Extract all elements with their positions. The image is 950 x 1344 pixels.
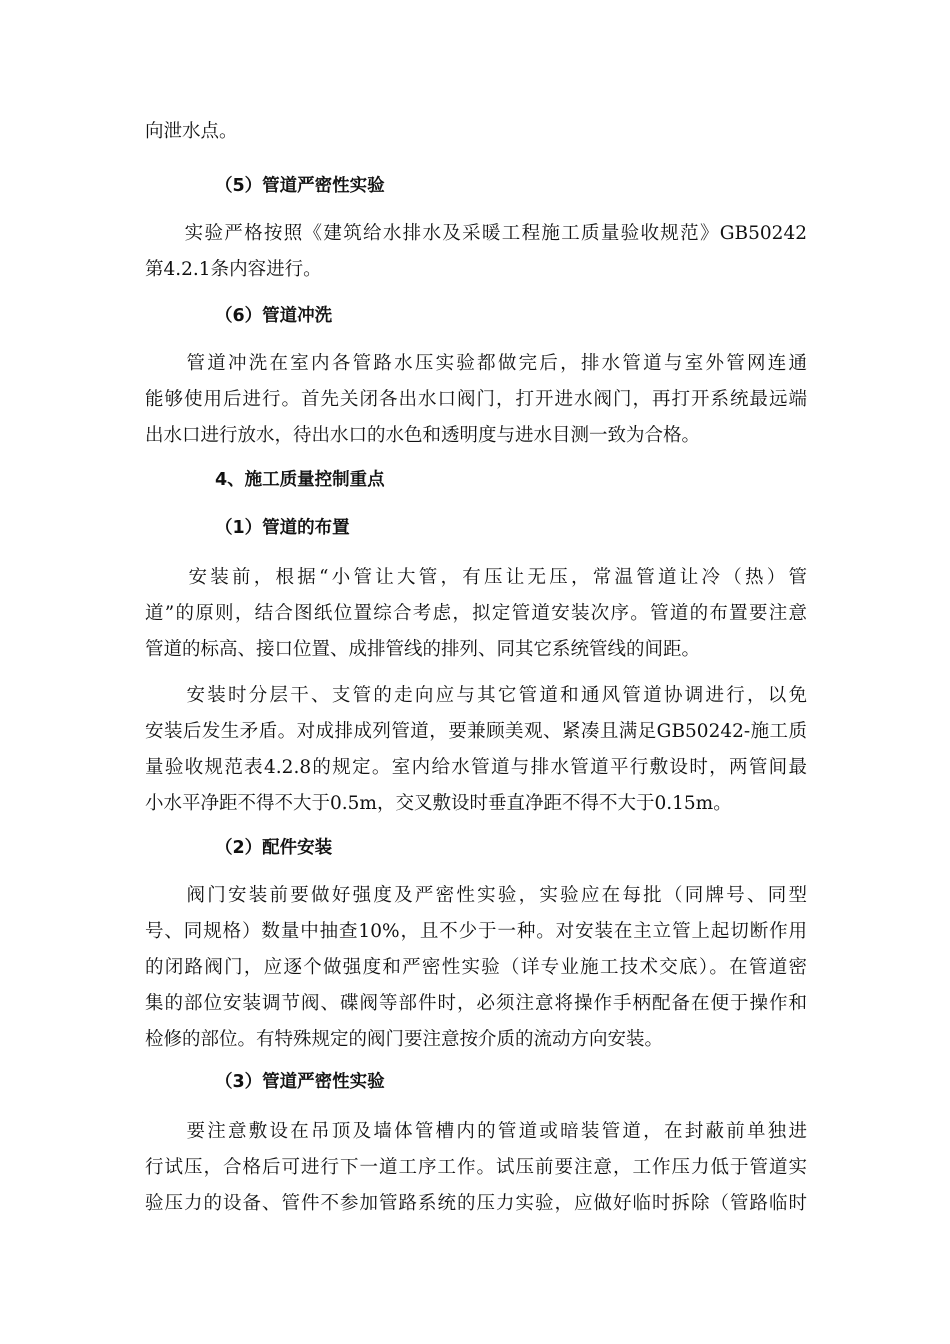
paragraph-line: 检修的部位。有特殊规定的阀门要注意按介质的流动方向安装。 (145, 1029, 664, 1050)
paragraph-line: 小水平净距不得不大于0.5m，交叉敷设时垂直净距不得不大于0.15m。 (145, 793, 732, 814)
paragraph-line: 集的部位安装调节阀、碟阀等部件时，必须注意将操作手柄配备在便于操作和 (145, 993, 807, 1014)
section-heading: 4、施工质量控制重点 (215, 470, 385, 490)
paragraph-line: 号、同规格）数量中抽查10%，且不少于一种。对安装在主立管上起切断作用 (145, 921, 807, 942)
paragraph-line: 安装前，根据“小管让大管，有压让无压，常温管道让冷（热）管 (145, 567, 807, 588)
paragraph-line: 安装时分层干、支管的走向应与其它管道和通风管道协调进行，以免 (145, 685, 807, 706)
section-heading: （6）管道冲洗 (215, 306, 333, 326)
paragraph-line: 量验收规范表4.2.8的规定。室内给水管道与排水管道平行敷设时，两管间最 (145, 757, 807, 778)
section-heading: （5）管道严密性实验 (215, 176, 385, 196)
paragraph-line: 向泄水点。 (145, 121, 238, 142)
paragraph-line: 管道冲洗在室内各管路水压实验都做完后，排水管道与室外管网连通 (145, 353, 807, 374)
paragraph-line: 验压力的设备、管件不参加管路系统的压力实验，应做好临时拆除（管路临时 (145, 1193, 807, 1214)
section-heading: （3）管道严密性实验 (215, 1072, 385, 1092)
paragraph-line: 能够使用后进行。首先关闭各出水口阀门，打开进水阀门，再打开系统最远端 (145, 389, 807, 410)
paragraph-line: 第4.2.1条内容进行。 (145, 259, 322, 280)
paragraph-line: 阀门安装前要做好强度及严密性实验，实验应在每批（同牌号、同型 (145, 885, 807, 906)
section-heading: （1）管道的布置 (215, 518, 350, 538)
paragraph-line: 道”的原则，结合图纸位置综合考虑，拟定管道安装次序。管道的布置要注意 (145, 603, 807, 624)
paragraph-line: 出水口进行放水，待出水口的水色和透明度与进水目测一致为合格。 (145, 425, 701, 446)
paragraph-line: 管道的标高、接口位置、成排管线的排列、同其它系统管线的间距。 (145, 639, 701, 660)
section-heading: （2）配件安装 (215, 838, 333, 858)
paragraph-line: 安装后发生矛盾。对成排成列管道，要兼顾美观、紧凑且满足GB50242-施工质 (145, 721, 807, 742)
paragraph-line: 要注意敷设在吊顶及墙体管槽内的管道或暗装管道，在封蔽前单独进 (145, 1121, 807, 1142)
paragraph-line: 实验严格按照《建筑给水排水及采暖工程施工质量验收规范》GB50242 (145, 223, 807, 244)
paragraph-line: 的闭路阀门，应逐个做强度和严密性实验（详专业施工技术交底）。在管道密 (145, 957, 807, 978)
paragraph-line: 行试压，合格后可进行下一道工序工作。试压前要注意，工作压力低于管道实 (145, 1157, 807, 1178)
